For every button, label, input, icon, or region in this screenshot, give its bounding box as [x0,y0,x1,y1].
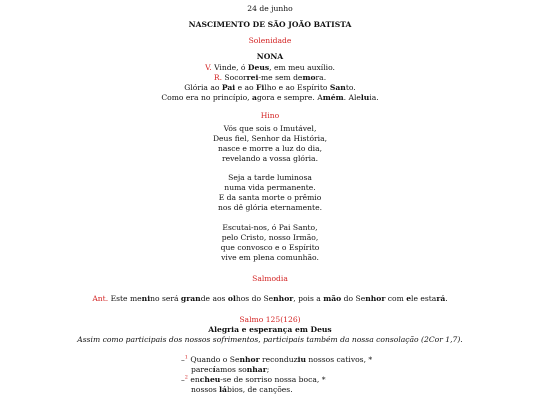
como-line: Como era no princípio, agora e sempre. Amém. Aleluia. [161,93,379,102]
hymn-line: Deus fiel, Senhor da História, [212,134,328,143]
verse-line: parecíamos sonhar; [191,365,270,374]
verse-line: –$^2$ encheu-se de sorriso nossa boca, * [181,374,326,384]
verse-number: 2 [184,374,188,381]
hymn-line: pelo Cristo, nosso Irmão, [221,233,319,242]
opening-versicle [0,63,540,103]
hymn-heading: Hino [260,111,280,120]
verse-line: nossos lábios, de canções. [191,385,293,394]
psalm-title: Alegria e esperança em Deus [208,325,332,334]
date-line: 24 de junho [247,4,293,13]
psalmody-heading: Salmodia [252,274,288,283]
psalm-verses [181,355,481,395]
verse-number: 1 [184,354,188,361]
hymn-line: nos dê glória eternamente. [217,203,323,212]
hymn-line: que convosco e o Espírito [220,243,320,252]
hymn-line: Escutai-nos, ó Pai Santo, [222,223,318,232]
verse-line: –$^1$ Quando o Senhor reconduziu nossos cativos, * [181,354,373,364]
antiphon-line: Ant. Este menino será grande aos olhos do Senhor, pois a mão do Senhor com ele estará. [92,294,448,303]
hymn-line: nasce e morre a luz do dia, [217,144,323,153]
gloria-line: Glória ao Pai e ao Filho e ao Espírito Santo. [184,83,356,92]
psalm-number: Salmo 125(126) [239,315,301,324]
hymn-stanza-3 [0,223,540,263]
hymn-stanza-2 [0,173,540,213]
response-line: R. Socorrei-me sem demora. [213,73,327,82]
hymn-line: Seja a tarde luminosa [228,173,312,182]
rank-label: Solenidade [248,36,292,45]
versicle-line: V. Vinde, ó Deus, em meu auxílio. [205,63,335,72]
r-marker: R. [213,73,223,82]
hymn-line: Vós que sois o Imutável, [223,124,317,133]
hour-title: NONA [256,52,284,61]
feast-title: NASCIMENTO DE SÃO JOÃO BATISTA [188,20,352,29]
hymn-line: revelando a vossa glória. [221,154,318,163]
ant-marker: Ant. [92,294,109,303]
psalm-subtitle: Assim como participais dos nossos sofrimentos, participais também da nossa consolação (2Cor 1,7). [77,335,463,344]
hymn-line: numa vida permanente. [224,183,316,192]
hymn-stanza-1 [0,124,540,164]
hymn-line: vive em plena comunhão. [221,253,319,262]
v-marker: V. [205,63,212,72]
hymn-line: E da santa morte o prêmio [218,193,322,202]
